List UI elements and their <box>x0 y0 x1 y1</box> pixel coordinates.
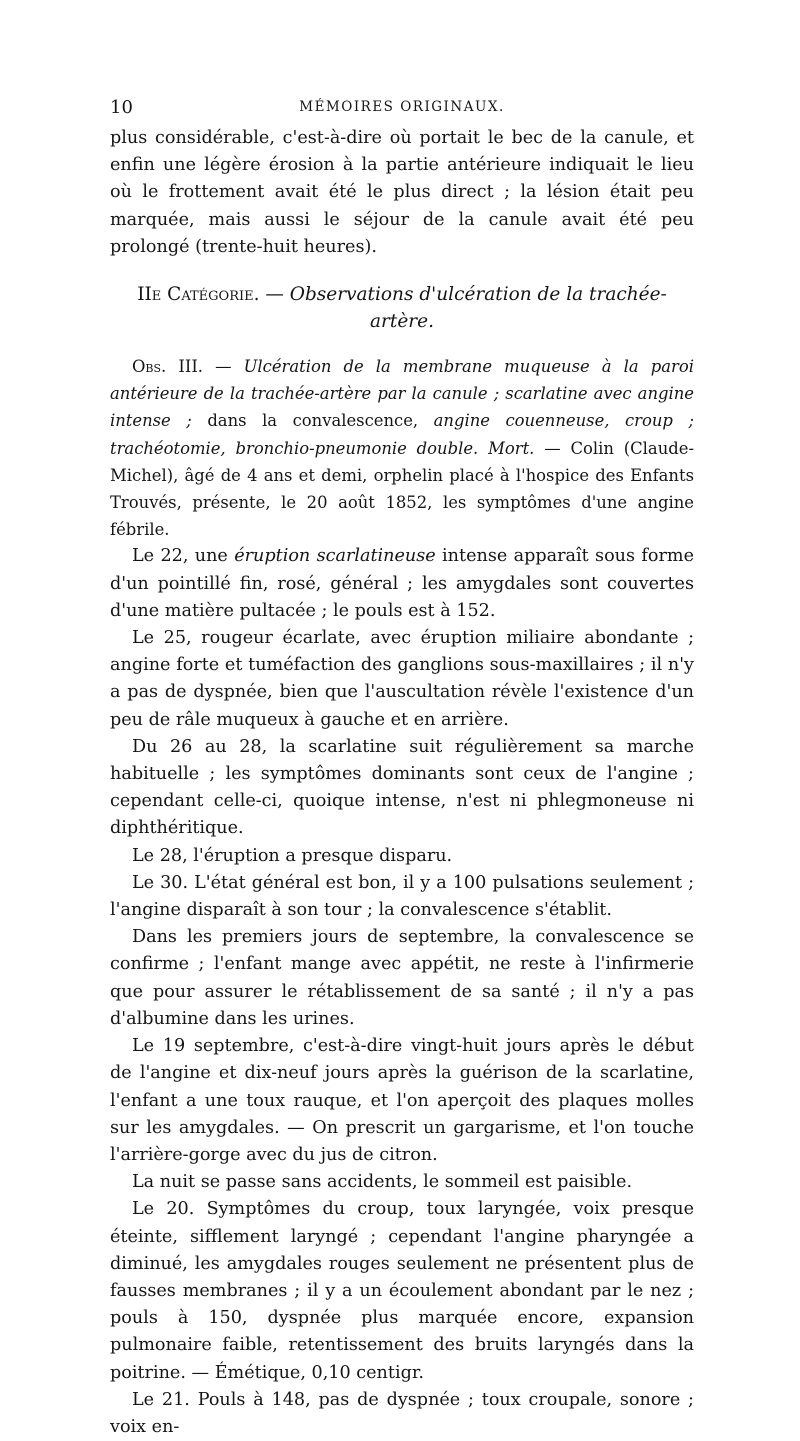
para-22-before: Le 22, une <box>132 546 235 567</box>
para-22-italic: éruption scarlatineuse <box>234 546 436 567</box>
paragraph: Du 26 au 28, la scarlatine suit régulièrement sa marche habituelle ; les symptômes dominants sont ceux de l'angine ; cependant celle-ci, quoique intense, n'est ni phlegmoneuse ni diphthéritique. <box>110 736 694 839</box>
page-content <box>110 97 694 1441</box>
observation-text-after: — Colin (Claude-Michel), âgé de 4 ans et demi, orphelin placé à l'hospice des Enfants Trouvés, présente, le 20 août 1852, les symptômes d'une angine fébrile. <box>110 438 694 540</box>
paragraph: Le 19 septembre, c'est-à-dire vingt-huit jours après le début de l'angine et dix-neuf jours après la guérison de la scarlatine, l'enfant a une toux rauque, et l'on aperçoit des plaques molles sur les amygdales. — On prescrit un gargarisme, et l'on touche l'arrière-gorge avec du jus de citron. <box>110 1036 694 1165</box>
observation-diagnosis: angine couenneuse, croup ; trachéotomie, bronchio-pneumonie double. Mort. <box>110 411 694 458</box>
paragraph: Le 20. Symptômes du croup, toux laryngée, voix presque éteinte, sifflement laryngé ; cependant l'angine pharyngée a diminué, les amygdales rouges seulement ne présentent plus de fausses membranes ; il y a un écoulement abondant par le nez ; pouls à 150, dyspnée plus marquée encore, expansion pulmonaire faible, retentissement des bruits laryngés dans la poitrine. — Émétique, 0,10 centigr. <box>110 1199 694 1383</box>
paragraph: Dans les premiers jours de septembre, la convalescence se confirme ; l'enfant mange avec appétit, ne reste à l'infirmerie que pour assurer le rétablissement de sa santé ; il n'y a pas d'albumine dans les urines. <box>110 927 694 1029</box>
heading-dash: — <box>259 284 290 306</box>
observation-paragraph <box>110 353 694 543</box>
paragraph: Le 25, rougeur écarlate, avec éruption miliaire abondante ; angine forte et tuméfaction des ganglions sous-maxillaires ; il n'y a pas de dyspnée, bien que l'auscultation révèle l'existence d'un peu de râle muqueux à gauche et en arrière. <box>110 628 694 730</box>
intro-paragraph: plus considérable, c'est-à-dire où portait le bec de la canule, et enfin une légère érosion à la partie antérieure indiquait le lieu où le frottement avait été le plus direct ; la lésion était peu marquée, mais aussi le séjour de la canule avait été peu prolongé (trente-huit heures). <box>110 128 694 257</box>
paragraph: Le 28, l'éruption a presque disparu. <box>132 845 453 866</box>
paragraph-le-22 <box>110 543 694 625</box>
paragraph: Le 30. L'état général est bon, il y a 100 pulsations seulement ; l'angine disparaît à son tour ; la convalescence s'établit. <box>110 872 694 921</box>
running-title: MÉMOIRES ORIGINAUX. <box>299 99 505 115</box>
category-label: IIe Catégorie. <box>137 284 260 306</box>
para-22-after: intense apparaît sous forme d'un pointillé fin, rosé, général ; les amygdales sont couvertes d'une matière pultacée ; le pouls est à 152. <box>110 546 694 621</box>
observation-label: Obs. III. — <box>132 357 244 377</box>
paragraph: La nuit se passe sans accidents, le sommeil est paisible. <box>132 1172 633 1193</box>
paragraph: Le 21. Pouls à 148, pas de dyspnée ; toux croupale, sonore ; voix en- <box>110 1389 694 1437</box>
page-number: 10 <box>110 97 133 118</box>
page-header <box>110 97 694 125</box>
observation-title: Ulcération de la membrane muqueuse à la paroi antérieure de la trachée-artère par la canule ; scarlatine avec angine intense ; <box>110 357 694 431</box>
section-title: Observations d'ulcération de la trachée-artère. <box>289 284 667 333</box>
section-heading <box>110 281 694 335</box>
observation-text-mid: dans la convalescence, <box>191 411 434 431</box>
